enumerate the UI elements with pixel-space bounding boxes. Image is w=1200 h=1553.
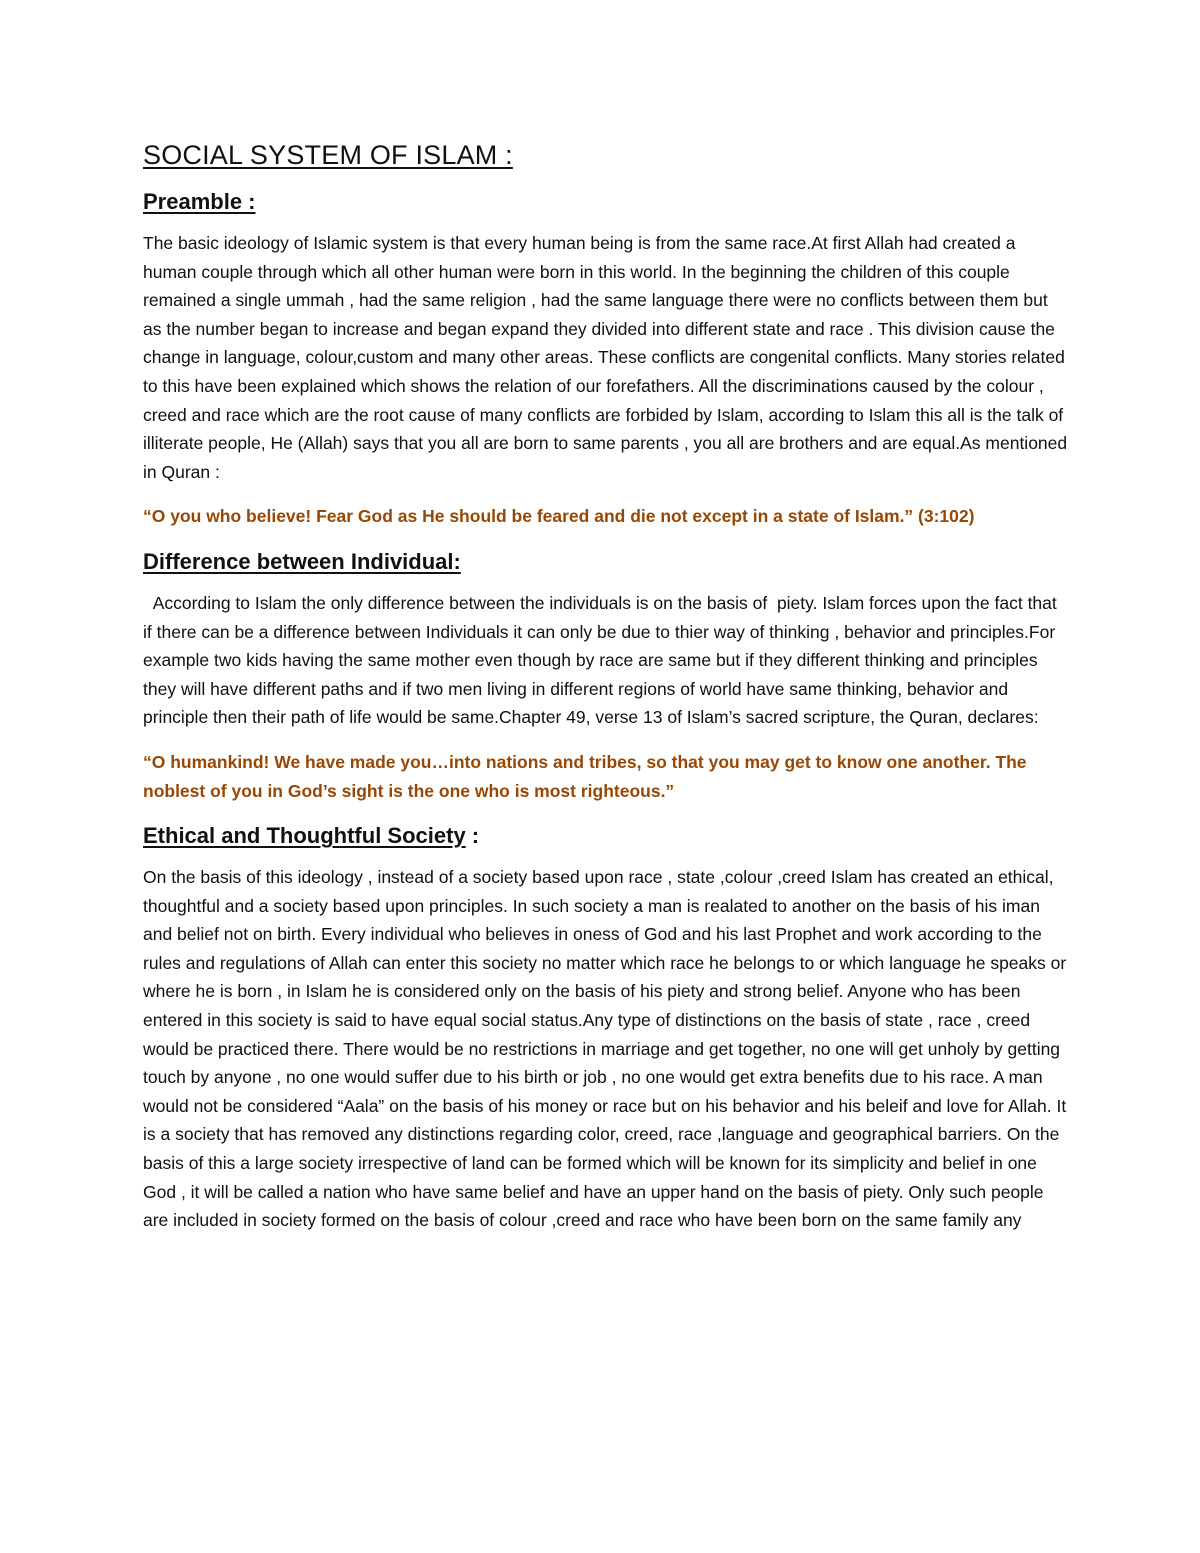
section-body-difference: According to Islam the only difference between the individuals is on the basis of piety. Islam forces upon the fact that if there can be a difference between Individuals it can only be due to thier way of thinking , behavior and principles.For example two kids having the same mother even though by race are same but if they different thinking and principles they will have different paths and if two men living in different regions of world have same thinking, behavior and principle then their path of life would be same.Chapter 49, verse 13 of Islam’s sacred scripture, the Quran, declares: <box>143 592 1062 728</box>
section-heading-difference <box>143 549 1068 575</box>
section-heading-ethical <box>143 823 1068 849</box>
section-heading-ethical-text: Ethical and Thoughtful Society <box>143 823 466 849</box>
section-body-ethical: On the basis of this ideology , instead of a society based upon race , state ,colour ,creed Islam has created an ethical, thoughtful and a society based upon principles. In such society a man is realated to another on the basis of his iman and belief not on birth. Every individual who believes in oness of God and his last Prophet and work according to the rules and regulations of Allah can enter this society no matter which race he belongs to or which language he speaks or where he is born , in Islam he is considered only on the basis of his piety and strong belief. Anyone who has been entered in this society is said to have equal social status.Any type of distinctions on the basis of state , race , creed would be practiced there. There would be no restrictions in marriage and get together, no one will get unholy by getting touch by anyone , no one would suffer due to his birth or job , no one would get extra benefits due to his race. A man would not be considered “Aala” on the basis of his money or race but on his behavior and his beleif and love for Allah. It is a society that has removed any distinctions regarding color, creed, race ,language and geographical barriers. On the basis of this a large society irrespective of land can be formed which will be known for its simplicity and belief in one God , it will be called a nation who have same belief and have an upper hand on the basis of piety. Only such people are included in society formed on the basis of colour ,creed and race who have been born on the same family any <box>143 867 1067 1231</box>
section-heading-difference-text: Difference between Individual: <box>143 548 461 574</box>
section-body-preamble: The basic ideology of Islamic system is that every human being is from the same race.At first Allah had created a human couple through which all other human were born in this world. In the beginning the children of this couple remained a single ummah , had the same religion , had the same language there were no conflicts between them but as the number began to increase and began expand they divided into different state and race . This division cause the change in language, colour,custom and many other areas. These conflicts are congenital conflicts. Many stories related to this have been explained which shows the relation of our forefathers. All the discriminations caused by the colour , creed and race which are the root cause of many conflicts are forbided by Islam, according to Islam this all is the talk of illiterate people, He (Allah) says that you all are born to same parents , you all are brothers and are equal.As mentioned in Quran : <box>143 233 1068 482</box>
section-heading-ethical-suffix: : <box>465 823 480 849</box>
section-heading-preamble <box>143 189 1068 215</box>
quran-quote-3-102: “O you who believe! Fear God as He should be feared and die not except in a state of Islam.” (3:102) <box>143 506 975 527</box>
quran-quote-49-13: “O humankind! We have made you…into nations and tribes, so that you may get to know one another. The noblest of you in God’s sight is the one who is most righteous.” <box>143 751 1027 801</box>
document-title: SOCIAL SYSTEM OF ISLAM : <box>143 140 513 170</box>
section-heading-preamble-text: Preamble : <box>143 189 256 214</box>
document-page <box>143 140 1068 1251</box>
